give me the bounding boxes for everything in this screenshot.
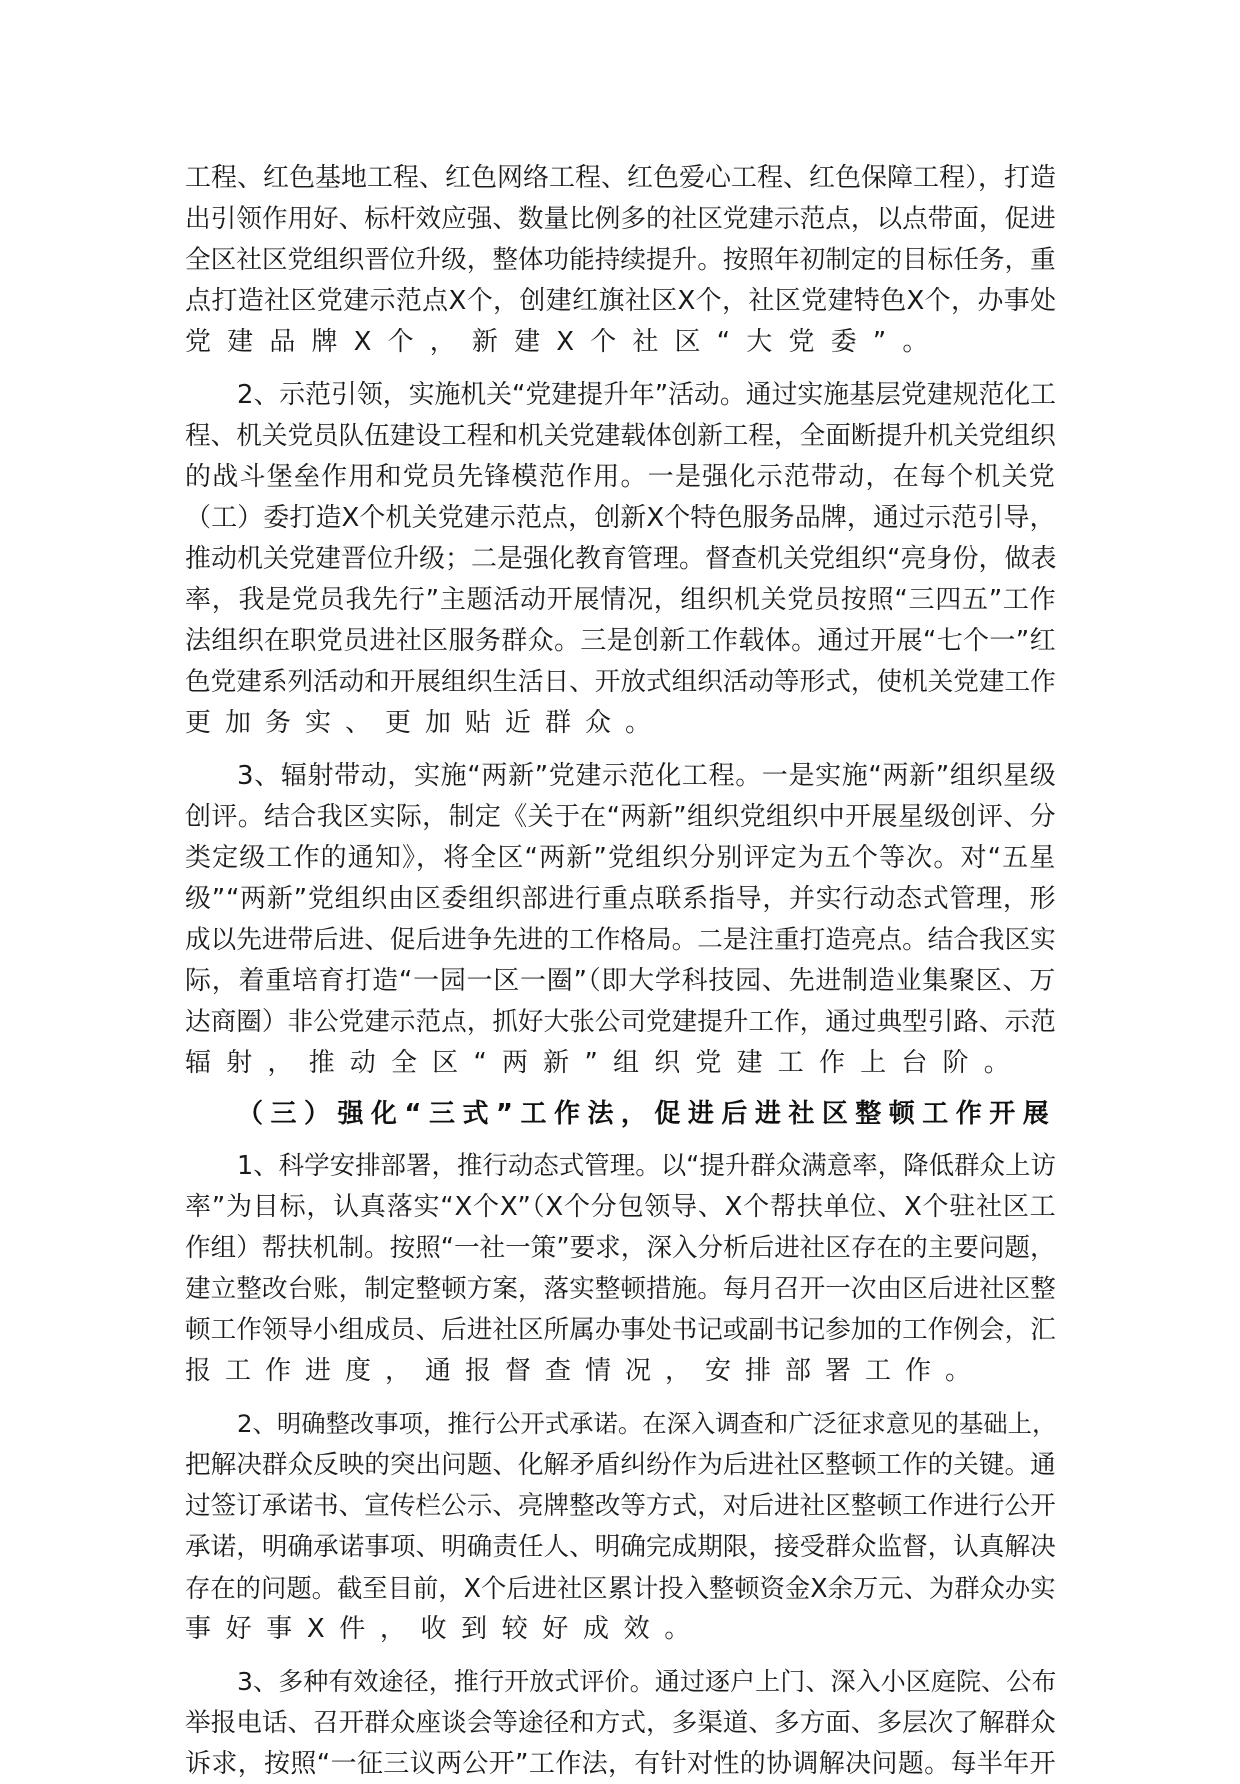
text-line: 2、示范引领，实施机关“党建提升年”活动。通过实施基层党建规范化工: [237, 380, 1057, 410]
text-line: 全区社区党组织晋位升级，整体功能持续提升。按照年初制定的目标任务，重: [185, 245, 1056, 275]
text-line: 过签订承诺书、宣传栏公示、亮牌整改等方式，对后进社区整顿工作进行公开: [185, 1491, 1056, 1521]
text-line: 存在的问题。截至目前，X个后进社区累计投入整顿资金X余万元、为群众办实: [185, 1573, 1056, 1603]
text-line: 法组织在职党员进社区服务群众。三是创新工作载体。通过开展“七个一”红: [185, 626, 1056, 656]
text-line: 工程、红色基地工程、红色网络工程、红色爱心工程、红色保障工程），打造: [185, 163, 1057, 193]
text-line: 点打造社区党建示范点X个，创建红旗社区X个，社区党建特色X个，办事处: [185, 286, 1057, 316]
text-line: （工）委打造X个机关党建示范点，创新X个特色服务品牌，通过示范引导，: [185, 503, 1056, 533]
text-line: 级”“两新”党组织由区委组织部进行重点联系指导，并实行动态式管理，形: [185, 884, 1057, 914]
text-line: 顿工作领导小组成员、后进社区所属办事处书记或副书记参加的工作例会，汇: [185, 1315, 1056, 1345]
text-line: 率，我是党员我先行”主题活动开展情况，组织机关党员按照“三四五”工作: [185, 585, 1057, 615]
text-line: 推动机关党建晋位升级；二是强化教育管理。督查机关党组织“亮身份，做表: [185, 544, 1057, 574]
text-line: 的战斗堡垒作用和党员先锋模范作用。一是强化示范带动，在每个机关党: [185, 462, 1057, 492]
text-line: 党建品牌X个，新建X个社区“大党委”。: [185, 327, 945, 357]
text-line: 诉求，按照“一征三议两公开”工作法，有针对性的协调解决问题。每半年开: [185, 1749, 1056, 1779]
text-line: 1、科学安排部署，推行动态式管理。以“提升群众满意率，降低群众上访: [237, 1151, 1056, 1181]
text-line: 3、辐射带动，实施“两新”党建示范化工程。一是实施“两新”组织星级: [237, 761, 1057, 791]
text-line: 程、机关党员队伍建设工程和机关党建载体创新工程，全面断提升机关党组织: [185, 421, 1056, 451]
text-line: 色党建系列活动和开展组织生活日、开放式组织活动等形式，使机关党建工作: [185, 667, 1056, 697]
text-line: 作组）帮扶机制。按照“一社一策”要求，深入分析后进社区存在的主要问题，: [185, 1233, 1056, 1263]
text-line: 率”为目标，认真落实“X个X”（X个分包领导、X个帮扶单位、X个驻社区工: [185, 1192, 1057, 1222]
text-line: 际，着重培育打造“一园一区一圈”（即大学科技园、先进制造业集聚区、万: [185, 966, 1056, 996]
text-line: 事好事X件，收到较好成效。: [185, 1614, 705, 1644]
text-line: （三）强化“三式”工作法，促进后进社区整顿工作开展: [237, 1099, 1057, 1129]
text-line: 更加务实、更加贴近群众。: [185, 708, 666, 738]
text-line: 创评。结合我区实际，制定《关于在“两新”组织党组织中开展星级创评、分: [185, 802, 1056, 832]
text-line: 辐射，推动全区“两新”组织党建工作上台阶。: [185, 1048, 1025, 1078]
text-line: 举报电话、召开群众座谈会等途径和方式，多渠道、多方面、多层次了解群众: [185, 1708, 1056, 1738]
text-line: 把解决群众反映的突出问题、化解矛盾纠纷作为后进社区整顿工作的关键。通: [185, 1450, 1056, 1480]
text-line: 报工作进度，通报督查情况，安排部署工作。: [185, 1356, 986, 1386]
text-line: 承诺，明确承诺事项、明确责任人、明确完成期限，接受群众监督，认真解决: [185, 1532, 1056, 1562]
text-line: 类定级工作的通知》，将全区“两新”党组织分别评定为五个等次。对“五星: [185, 843, 1057, 873]
text-line: 3、多种有效途径，推行开放式评价。通过逐户上门、深入小区庭院、公布: [237, 1667, 1057, 1696]
text-line: 2、明确整改事项，推行公开式承诺。在深入调查和广泛征求意见的基础上，: [237, 1409, 1057, 1438]
text-line: 建立整改台账，制定整顿方案，落实整顿措施。每月召开一次由区后进社区整: [185, 1274, 1056, 1304]
text-line: 达商圈）非公党建示范点，抓好大张公司党建提升工作，通过典型引路、示范: [185, 1007, 1056, 1037]
text-line: 出引领作用好、标杆效应强、数量比例多的社区党建示范点，以点带面，促进: [185, 204, 1056, 234]
text-line: 成以先进带后进、促后进争先进的工作格局。二是注重打造亮点。结合我区实: [185, 925, 1056, 955]
